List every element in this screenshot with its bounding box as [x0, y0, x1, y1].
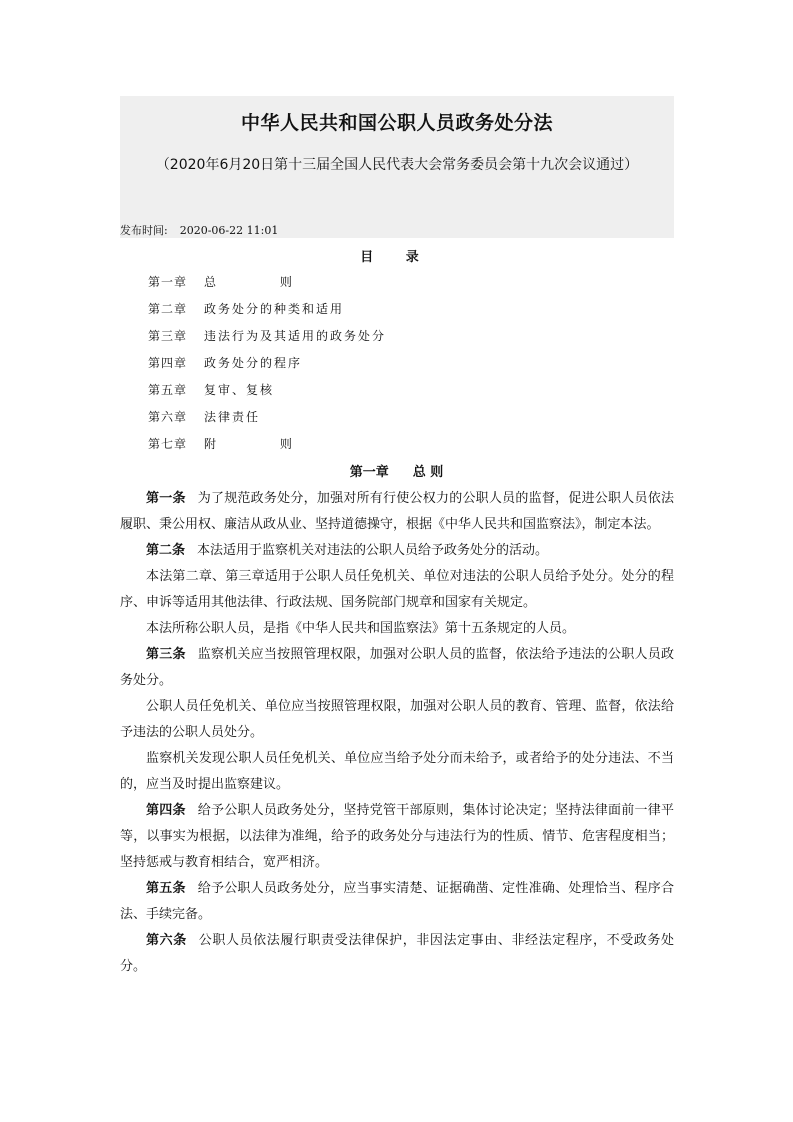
publish-label: 发布时间:: [120, 224, 168, 237]
toc-item: [148, 435, 386, 462]
toc-chapter-name: 政务处分的程序: [204, 356, 303, 370]
chapter-name: 总 则: [412, 465, 444, 480]
article-text: 给予公职人员政务处分，坚持党管干部原则，集体讨论决定；坚持法律面前一律平等，以事实为根据，以法律为准绳，给予的政务处分与违法行为的性质、情节、危害程度相当；坚持惩戒与教育相结合，宽严相济。: [120, 803, 674, 870]
toc-item: [148, 300, 386, 327]
article-paragraph: [120, 798, 674, 876]
article-paragraph: [120, 876, 674, 928]
toc-item: [148, 354, 386, 381]
publish-time: 2020-06-22 11:01: [179, 224, 279, 237]
article-text: 监察机关应当按照管理权限，加强对公职人员的监督，依法给予违法的公职人员政务处分。: [120, 647, 674, 688]
toc-item: [148, 408, 386, 435]
toc-chapter-name: 附 则: [204, 437, 322, 451]
table-of-contents: [148, 273, 386, 462]
toc-chapter-name: 法律责任: [204, 410, 261, 424]
chapter-heading: [0, 461, 793, 480]
toc-chapter-number: 第五章: [148, 383, 188, 397]
article-text: 监察机关发现公职人员任免机关、单位应当给予处分而未给予，或者给予的处分违法、不当的，应当及时提出监察建议。: [120, 751, 674, 792]
article-number: 第三条: [146, 647, 186, 662]
article-paragraph: [120, 564, 674, 616]
article-text: 公职人员依法履行职责受法律保护，非因法定事由、非经法定程序，不受政务处分。: [120, 933, 674, 974]
article-text: 本法适用于监察机关对违法的公职人员给予政务处分的活动。: [197, 543, 549, 558]
toc-chapter-number: 第一章: [148, 275, 188, 289]
toc-chapter-number: 第七章: [148, 437, 188, 451]
article-paragraph: [120, 538, 674, 564]
toc-chapter-number: 第四章: [148, 356, 188, 370]
toc-item: [148, 273, 386, 300]
toc-chapter-name: 复审、复核: [204, 383, 275, 397]
toc-chapter-number: 第二章: [148, 302, 188, 316]
article-text: 本法第二章、第三章适用于公职人员任免机关、单位对违法的公职人员给予处分。处分的程序、申诉等适用其他法律、行政法规、国务院部门规章和国家有关规定。: [120, 569, 674, 610]
toc-chapter-number: 第三章: [148, 329, 188, 343]
article-paragraph: [120, 746, 674, 798]
article-text: 给予公职人员政务处分，应当事实清楚、证据确凿、定性准确、处理恰当、程序合法、手续完备。: [120, 881, 674, 922]
article-number: 第四条: [146, 803, 186, 818]
publish-info: [120, 222, 278, 238]
article-text: 公职人员任免机关、单位应当按照管理权限，加强对公职人员的教育、管理、监督，依法给予违法的公职人员处分。: [120, 699, 674, 740]
document-subtitle: （2020年6月20日第十三届全国人民代表大会常务委员会第十九次会议通过）: [155, 157, 639, 173]
article-paragraph: [120, 928, 674, 980]
article-text: 本法所称公职人员，是指《中华人民共和国监察法》第十五条规定的人员。: [146, 621, 576, 636]
toc-chapter-name: 政务处分的种类和适用: [204, 302, 345, 316]
toc-heading: 目 录: [360, 250, 433, 265]
article-paragraph: [120, 486, 674, 538]
document-title: 中华人民共和国公职人员政务处分法: [240, 112, 553, 134]
article-text: 为了规范政务处分，加强对所有行使公权力的公职人员的监督，促进公职人员依法履职、秉公用权、廉洁从政从业、坚持道德操守，根据《中华人民共和国监察法》，制定本法。: [120, 491, 674, 532]
toc-chapter-number: 第六章: [148, 410, 188, 424]
chapter-number: 第一章: [349, 465, 389, 480]
toc-item: [148, 327, 386, 354]
article-number: 第一条: [146, 491, 186, 506]
toc-item: [148, 381, 386, 408]
toc-chapter-name: 总 则: [204, 275, 322, 289]
article-number: 第五条: [146, 881, 186, 896]
article-number: 第六条: [146, 933, 187, 948]
article-paragraph: [120, 616, 674, 642]
toc-chapter-name: 违法行为及其适用的政务处分: [204, 329, 387, 343]
article-paragraph: [120, 694, 674, 746]
article-number: 第二条: [146, 543, 186, 558]
document-header: [120, 96, 674, 238]
chapter-body: [120, 486, 674, 980]
article-paragraph: [120, 642, 674, 694]
